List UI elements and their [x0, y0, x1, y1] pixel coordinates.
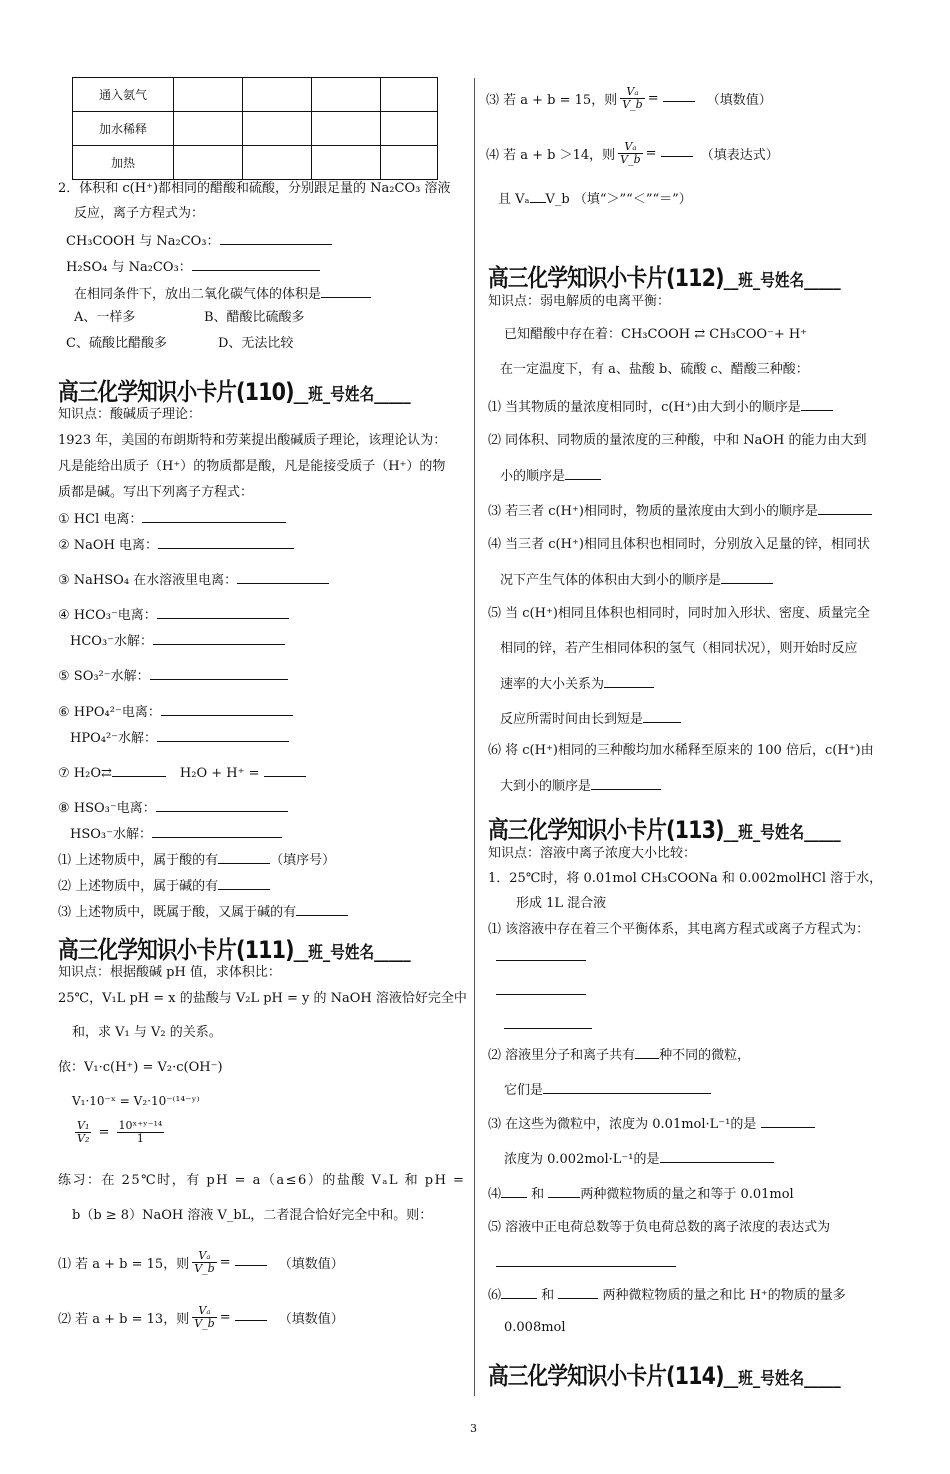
- answer-blank[interactable]: [112, 764, 166, 777]
- t-q2c: 它们是: [504, 1081, 711, 1099]
- answer-blank[interactable]: [264, 764, 306, 777]
- q2-question: 在相同条件下，放出二氧化碳气体的体积是: [74, 285, 371, 303]
- k112-p1: 已知醋酸中存在着：CH₃COOH ⇄ CH₃COO⁻+ H⁺: [504, 327, 808, 342]
- answer-blank[interactable]: [530, 190, 546, 203]
- card-114-title: 高三化学知识小卡片(114)__班_号姓名_____: [488, 1362, 841, 1390]
- k111-fraction: $\frac{\text{V₁}}{\text{V₂}}$ = $\frac{\text{10ˣ⁺ʸ⁻¹⁴}}{1}$: [77, 1119, 163, 1145]
- answer-blank[interactable]: [504, 1016, 592, 1029]
- answer-blank[interactable]: [235, 1308, 267, 1321]
- t-q1-blank2: [496, 982, 586, 1000]
- answer-blank[interactable]: [496, 1254, 676, 1267]
- answer-blank[interactable]: [218, 851, 270, 864]
- t-q1-blank3: [504, 1016, 592, 1034]
- k110-p1: 1923 年，美国的布朗斯特和劳莱提出酸碱质子理论，该理论认为：: [58, 433, 447, 448]
- answer-blank[interactable]: [663, 89, 695, 102]
- answer-blank[interactable]: [591, 777, 661, 790]
- answer-blank[interactable]: [558, 1286, 598, 1299]
- eq-3: ③ NaHSO₄ 在水溶液里电离：: [58, 571, 329, 589]
- answer-blank[interactable]: [818, 502, 872, 515]
- answer-blank[interactable]: [161, 703, 293, 716]
- answer-blank[interactable]: [157, 606, 289, 619]
- r-q5b: 相同的锌，若产生相同体积的氢气（相同状况），则开始时反应: [500, 641, 858, 656]
- practice-q2: ⑵ 若 a + b = 13，则 $\frac{\text{Vₐ}}{V\_b}$ = （填数值）: [58, 1304, 344, 1330]
- t-q3b: 浓度为 0.002mol·L⁻¹的是: [504, 1150, 774, 1168]
- q2-option-b: B、醋酸比硫酸多: [204, 310, 305, 325]
- q2-ch3cooh: CH₃COOH 与 Na₂CO₃：: [66, 232, 332, 250]
- k112-topic: 知识点：弱电解质的电离平衡：: [488, 294, 671, 309]
- k111-p2: 和，求 V₁ 与 V₂ 的关系。: [72, 1025, 222, 1040]
- q2-line1: 2．体积和 c(H⁺)都相同的醋酸和硫酸，分别跟足量的 Na₂CO₃ 溶液: [58, 181, 451, 196]
- q2-option-d: D、无法比较: [218, 336, 294, 351]
- answer-blank[interactable]: [643, 710, 681, 723]
- answer-blank[interactable]: [153, 632, 285, 645]
- answer-blank[interactable]: [157, 729, 289, 742]
- answer-blank[interactable]: [721, 571, 773, 584]
- answer-blank[interactable]: [142, 510, 286, 523]
- practice-p2: b（b ≥ 8）NaOH 溶液 V_bL，二者混合恰好完全中和。则：: [72, 1208, 433, 1223]
- r-q3: ⑶ 若三者 c(H⁺)相同时，物质的量浓度由大到小的顺序是: [488, 502, 872, 520]
- page-number: 3: [470, 1422, 477, 1435]
- q2-option-c: C、硫酸比醋酸多: [66, 336, 167, 351]
- answer-blank[interactable]: [660, 1150, 774, 1163]
- answer-blank[interactable]: [496, 948, 586, 961]
- r-q1: ⑴ 当其物质的量浓度相同时，c(H⁺)由大到小的顺序是: [488, 398, 833, 416]
- r-q2b: 小的顺序是: [500, 467, 601, 485]
- card-110-title: 高三化学知识小卡片(110)__班_号姓名_____: [58, 378, 411, 406]
- k110-p2: 凡是能给出质子（H⁺）的物质都是酸，凡是能接受质子（H⁺）的物: [58, 459, 446, 474]
- answer-blank[interactable]: [501, 1286, 537, 1299]
- k111-topic: 知识点：根据酸碱 pH 值，求体积比：: [58, 965, 281, 980]
- t-q6: ⑹ 和 两种微粒物质的量之和比 H⁺的物质的量多: [488, 1288, 846, 1303]
- r-q4a: ⑷ 当三者 c(H⁺)相同且体积也相同时，分别放入足量的锌，相同状: [488, 537, 870, 552]
- answer-blank[interactable]: [296, 903, 348, 916]
- practice-q4: ⑷ 若 a + b ＞14，则 $\frac{\text{Vₐ}}{V\_b}$ = （填表达式）: [486, 140, 779, 166]
- answer-blank[interactable]: [543, 1081, 711, 1094]
- sub-q1: ⑴ 上述物质中，属于酸的有 （填序号）: [58, 853, 336, 868]
- k111-eq1: 依：V₁·c(H⁺) = V₂·c(OH⁻): [58, 1060, 223, 1075]
- r-q5a: ⑸ 当 c(H⁺)相同且体积也相同时，同时加入形状、密度、质量完全: [488, 606, 870, 621]
- answer-blank[interactable]: [152, 825, 282, 838]
- eq-4b: HCO₃⁻水解：: [70, 632, 285, 650]
- r-q6b: 大到小的顺序是: [500, 777, 661, 795]
- table-row: 加水稀释: [73, 112, 438, 146]
- q2-line2: 反应，离子方程式为：: [74, 206, 205, 221]
- eq-5: ⑤ SO₃²⁻水解：: [58, 667, 288, 685]
- card-113-title: 高三化学知识小卡片(113)__班_号姓名_____: [488, 816, 841, 844]
- answer-blank[interactable]: [761, 1115, 815, 1128]
- t-q1: ⑴ 该溶液中存在着三个平衡体系，其电离方程式或离子方程式为：: [488, 922, 870, 937]
- answer-blank[interactable]: [604, 675, 654, 688]
- r-q2a: ⑵ 同体积、同物质的量浓度的三种酸，中和 NaOH 的能力由大到: [488, 433, 867, 448]
- k111-p1: 25℃，V₁L pH = x 的盐酸与 V₂L pH = y 的 NaOH 溶液恰好完全中: [58, 991, 467, 1006]
- practice-p1: 练习：在 25℃时，有 pH = a（a≤6）的盐酸 VₐL 和 pH =: [58, 1173, 466, 1188]
- t-q6d: 0.008mol: [504, 1320, 566, 1335]
- sub-q3: ⑶ 上述物质中，既属于酸，又属于碱的有: [58, 903, 348, 921]
- practice-q1: ⑴ 若 a + b = 15，则 $\frac{\text{Vₐ}}{V\_b}$ = （填数值）: [58, 1249, 344, 1275]
- condition-table: [72, 77, 438, 180]
- answer-blank[interactable]: [237, 571, 329, 584]
- q2-option-a: A、一样多: [74, 310, 136, 325]
- sub-q2: ⑵ 上述物质中，属于碱的有: [58, 877, 270, 895]
- eq-2: ② NaOH 电离：: [58, 536, 294, 554]
- r-q4b: 况下产生气体的体积由大到小的顺序是: [500, 571, 773, 589]
- answer-blank[interactable]: [661, 144, 693, 157]
- answer-blank[interactable]: [235, 1253, 267, 1266]
- eq-1: ① HCl 电离：: [58, 510, 286, 528]
- answer-blank[interactable]: [156, 799, 288, 812]
- t-q5: ⑸ 溶液中正电荷总数等于负电荷总数的离子浓度的表达式为: [488, 1220, 831, 1235]
- eq-7: ⑦ H₂O⇄ H₂O + H⁺ =: [58, 764, 306, 782]
- r-q5c: 速率的大小关系为: [500, 675, 654, 693]
- t-q5-blank: [496, 1254, 676, 1272]
- table-row: 通入氨气: [73, 78, 438, 112]
- k113-p2: 形成 1L 混合液: [516, 896, 607, 911]
- practice-q4-compare: 且 Vₐ V_b （填“＞”“＜”“＝”）: [498, 192, 692, 207]
- answer-blank[interactable]: [548, 1185, 580, 1198]
- r-q5d: 反应所需时间由长到短是: [500, 710, 681, 728]
- eq-8a: ⑧ HSO₃⁻电离：: [58, 799, 288, 817]
- answer-blank[interactable]: [501, 1185, 527, 1198]
- k110-p3: 质都是碱。写出下列离子方程式：: [58, 485, 254, 500]
- answer-blank[interactable]: [565, 467, 601, 480]
- t-q3a: ⑶ 在这些为微粒中，浓度为 0.01mol·L⁻¹的是: [488, 1115, 815, 1133]
- t-q1-blank1: [496, 948, 586, 966]
- k110-topic: 知识点：酸碱质子理论：: [58, 407, 202, 422]
- card-112-title: 高三化学知识小卡片(112)__班_号姓名_____: [488, 264, 841, 292]
- answer-blank[interactable]: [635, 1046, 659, 1059]
- q2-h2so4: H₂SO₄ 与 Na₂CO₃：: [66, 258, 320, 276]
- answer-blank[interactable]: [150, 667, 288, 680]
- answer-blank[interactable]: [220, 232, 332, 245]
- t-q2a: ⑵ 溶液里分子和离子共有 种不同的微粒，: [488, 1048, 751, 1063]
- k113-p1: 1．25℃时，将 0.01mol CH₃COONa 和 0.002molHCl 溶于水，: [488, 871, 883, 886]
- answer-blank[interactable]: [801, 398, 833, 411]
- eq-8b: HSO₃⁻水解：: [70, 825, 282, 843]
- r-q6a: ⑹ 将 c(H⁺)相同的三种酸均加水稀释至原来的 100 倍后，c(H⁺)由: [488, 743, 874, 758]
- column-divider: [474, 78, 475, 1396]
- answer-blank[interactable]: [321, 285, 371, 298]
- answer-blank[interactable]: [158, 536, 294, 549]
- eq-6a: ⑥ HPO₄²⁻电离：: [58, 703, 293, 721]
- answer-blank[interactable]: [192, 258, 320, 271]
- k111-eq2: V₁·10⁻ˣ = V₂·10⁻⁽¹⁴⁻ʸ⁾: [72, 1094, 200, 1108]
- k112-p2: 在一定温度下，有 a、盐酸 b、硫酸 c、醋酸三种酸：: [500, 362, 809, 377]
- table-row: 加热: [73, 146, 438, 180]
- eq-4a: ④ HCO₃⁻电离：: [58, 606, 289, 624]
- card-111-title: 高三化学知识小卡片(111)__班_号姓名_____: [58, 936, 411, 964]
- k113-topic: 知识点：溶液中离子浓度大小比较：: [488, 846, 697, 861]
- eq-6b: HPO₄²⁻水解：: [70, 729, 289, 747]
- t-q4: ⑷ 和 两种微粒物质的量之和等于 0.01mol: [488, 1187, 794, 1202]
- answer-blank[interactable]: [496, 982, 586, 995]
- practice-q3: ⑶ 若 a + b = 15，则 $\frac{\text{Vₐ}}{V\_b}$ = （填数值）: [486, 85, 772, 111]
- answer-blank[interactable]: [218, 877, 270, 890]
